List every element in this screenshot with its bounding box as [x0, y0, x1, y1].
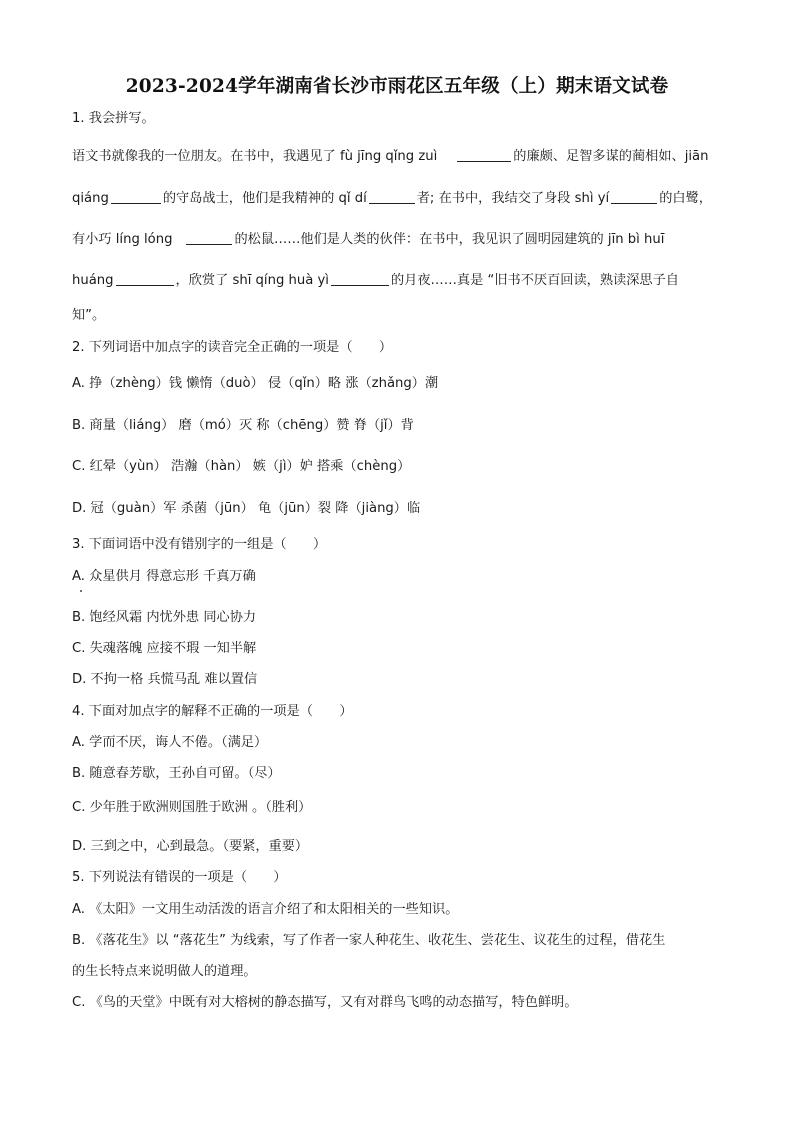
- q2-option-a[interactable]: A. 挣（zhèng）钱 懒惰（duò） 侵（qǐn）略 涨（zhǎng）潮: [72, 376, 439, 391]
- q1-text: ，欣赏了 shī qíng huà yì: [175, 273, 329, 288]
- q4-option-d[interactable]: D. 三到之中，心到最急。（要紧，重要）: [72, 839, 309, 854]
- q5-option-b-line-2: 的生长特点来说明做人的道理。: [72, 964, 257, 979]
- q4-option-c[interactable]: C. 少年胜于欧洲则国胜于欧洲 。（胜利）: [72, 800, 312, 815]
- q5-option-b-line-1[interactable]: B. 《落花生》以 “落花生” 为线索，写了作者一家人种花生、收花生、尝花生、议花生的过程，借花生: [72, 933, 666, 948]
- q2-option-c[interactable]: C. 红晕（yùn） 浩瀚（hàn） 嫉（jì）妒 搭乘（chèng）: [72, 459, 411, 474]
- answer-blank[interactable]: [369, 189, 415, 204]
- q3-option-b[interactable]: B. 饱经风霜 内忧外患 同心协力: [72, 610, 257, 625]
- q1-text: 的月夜……真是 “旧书不厌百回读，熟读深思子自: [390, 273, 679, 288]
- q1-line-4: [72, 271, 732, 290]
- q1-text: qiáng: [72, 191, 109, 206]
- answer-blank[interactable]: [331, 271, 389, 286]
- q5-option-a[interactable]: A. 《太阳》一文用生动活泼的语言介绍了和太阳相关的一些知识。: [72, 902, 459, 917]
- q3-option-d[interactable]: D. 不拘一格 兵慌马乱 难以置信: [72, 672, 258, 687]
- q3-option-c[interactable]: C. 失魂落魄 应接不瑕 一知半解: [72, 641, 257, 656]
- page-title: 2023-2024学年湖南省长沙市雨花区五年级（上）期末语文试卷: [125, 76, 669, 97]
- answer-blank[interactable]: [457, 147, 511, 162]
- q1-line-1: [72, 147, 732, 166]
- q3-stem: 3. 下面词语中没有错别字的一组是（ ）: [72, 537, 327, 552]
- q1-stem: 1. 我会拼写。: [72, 111, 155, 126]
- q1-line-5: 知”。: [72, 308, 106, 323]
- answer-blank[interactable]: [611, 189, 657, 204]
- q3-option-a[interactable]: A. 众星供月 得意忘形 千真万确: [72, 569, 256, 584]
- q4-option-a[interactable]: A. 学而不厌，诲人不倦。（满足）: [72, 735, 268, 750]
- q1-text: 语文书就像我的一位朋友。在书中，我遇见了 fù jīng qǐng zuì: [72, 149, 438, 164]
- q2-stem: 2. 下列词语中加点字的读音完全正确的一项是（ ）: [72, 340, 393, 355]
- answer-blank[interactable]: [116, 271, 174, 286]
- q1-text: 的松鼠……他们是人类的伙伴：在书中，我见识了圆明园建筑的 jīn bì huī: [234, 232, 665, 247]
- q1-text: 的廉颇、足智多谋的蔺相如、jiān: [513, 149, 709, 164]
- answer-blank[interactable]: [111, 189, 161, 204]
- q2-option-b[interactable]: B. 商量（liáng） 磨（mó）灭 称（chēng）赞 脊（jǐ）背: [72, 418, 414, 433]
- q4-option-b[interactable]: B. 随意春芳歇，王孙自可留。（尽）: [72, 766, 281, 781]
- q1-text: 者; 在书中，我结交了身段 shì yí: [416, 191, 610, 206]
- q1-text: 有小巧 líng lóng: [72, 232, 173, 247]
- q1-line-3: [72, 230, 732, 249]
- q4-stem: 4. 下面对加点字的解释不正确的一项是（ ）: [72, 704, 353, 719]
- answer-blank[interactable]: [186, 230, 232, 245]
- q1-text: 的白鹭，: [659, 191, 712, 206]
- emphasis-dot: [80, 590, 82, 592]
- q1-line-2: [72, 189, 732, 208]
- q5-stem: 5. 下列说法有错误的一项是（ ）: [72, 870, 287, 885]
- q1-text: huáng: [72, 273, 114, 288]
- q2-option-d[interactable]: D. 冠（guàn）军 杀菌（jūn） 龟（jūn）裂 降（jiàng）临: [72, 501, 421, 516]
- q5-option-c[interactable]: C. 《鸟的天堂》中既有对大榕树的静态描写，又有对群鸟飞鸣的动态描写，特色鲜明。: [72, 995, 578, 1010]
- q1-text: 的守岛战士，他们是我精神的 qǐ dí: [162, 191, 367, 206]
